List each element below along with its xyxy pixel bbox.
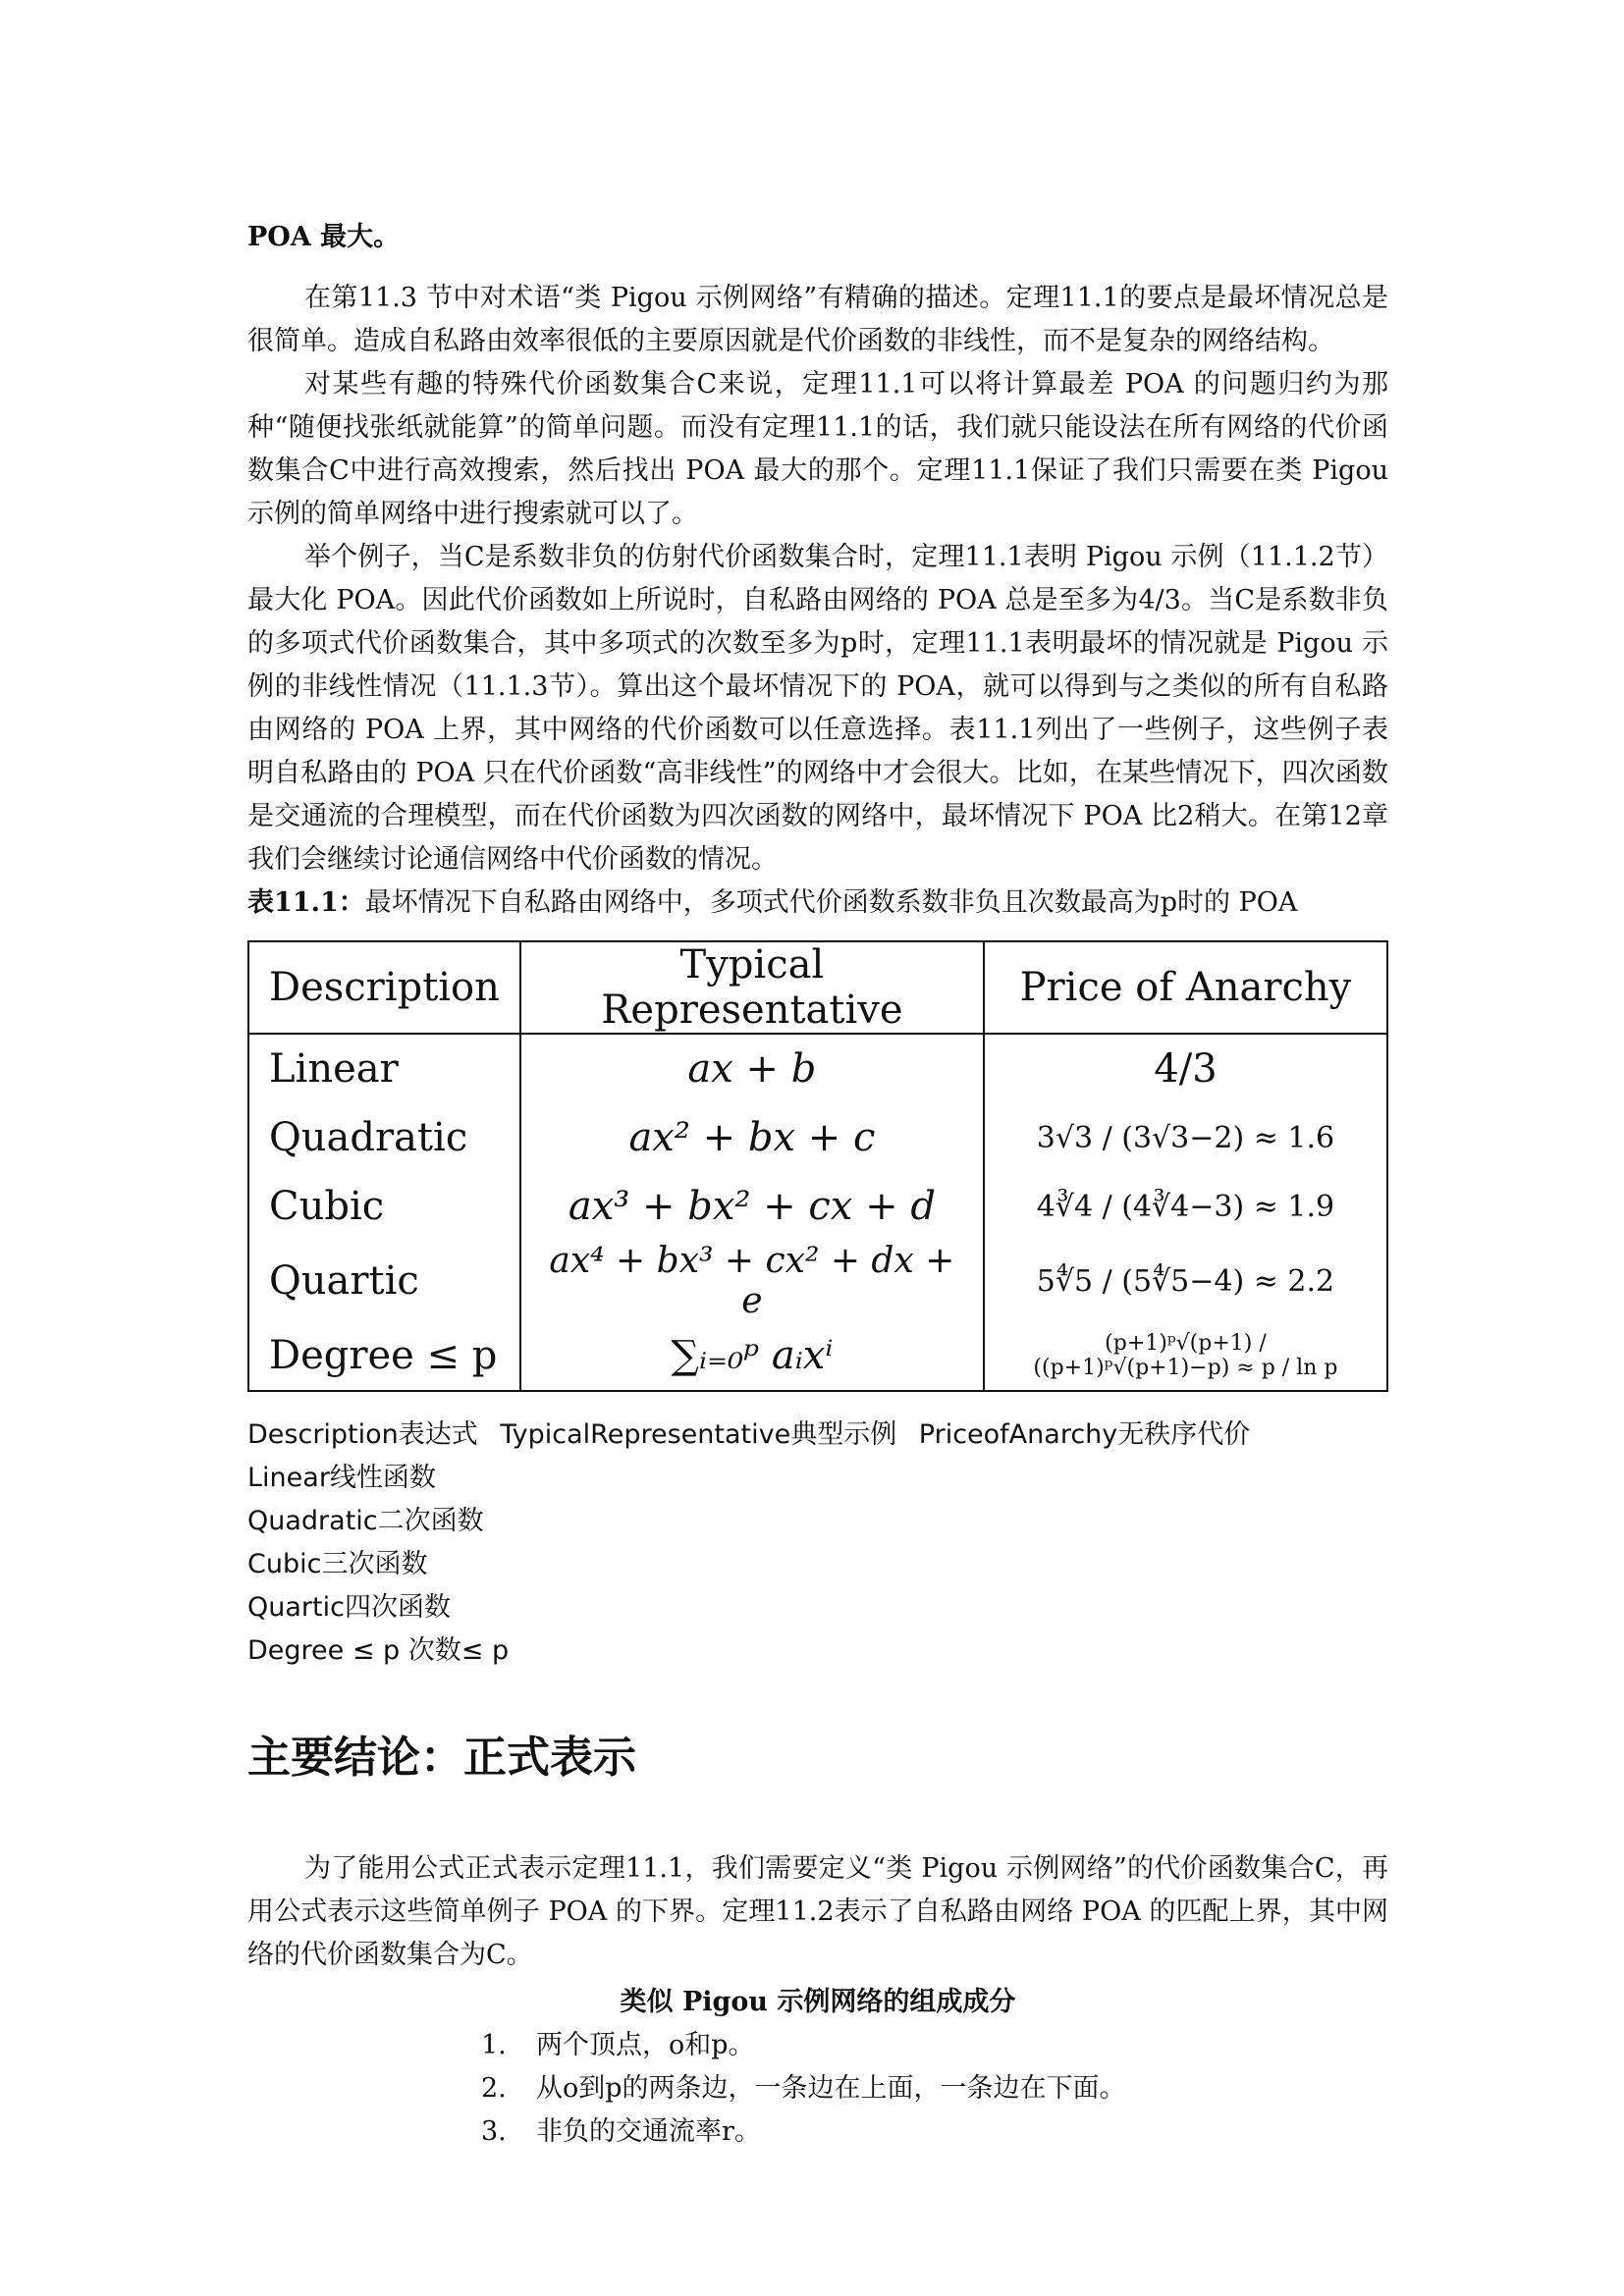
list-number: 2. <box>481 2073 507 2104</box>
translation-item: PriceofAnarchy无秩序代价 <box>918 1419 1251 1450</box>
paragraph-1: 在第11.3 节中对术语“类 Pigou 示例网络”有精确的描述。定理11.1的要点是最坏情况总是很简单。造成自私路由效率很低的主要原因就是代价函数的非线性，而不是复杂的网络结构。 <box>247 283 1388 356</box>
list-text: 从o到p的两条边，一条边在上面，一条边在下面。 <box>536 2073 1126 2104</box>
translation-line: Degree ≤ p 次数≤ p <box>247 1635 510 1666</box>
translation-line <box>247 1414 1388 1457</box>
table-row <box>248 1034 1387 1103</box>
row-poa: 5∜5 / (5∜5−4) ≈ 2.2 <box>984 1241 1387 1321</box>
header-description: Description <box>248 941 520 1034</box>
row-representative: ax + b <box>520 1034 984 1103</box>
list-item <box>247 2024 1388 2067</box>
translation-line: Quartic四次函数 <box>247 1592 451 1623</box>
row-description: Quartic <box>248 1241 520 1321</box>
list-text: 两个顶点，o和p。 <box>536 2030 755 2060</box>
components-list <box>247 2024 1388 2154</box>
row-description: Cubic <box>248 1172 520 1241</box>
section-title: 主要结论：正式表示 <box>247 1733 636 1783</box>
table-row <box>248 1172 1387 1241</box>
row-description: Quadratic <box>248 1103 520 1172</box>
row-representative: ∑ᵢ₌₀ᵖ aᵢxⁱ <box>520 1321 984 1391</box>
translation-line: Quadratic二次函数 <box>247 1506 484 1536</box>
list-number: 1. <box>481 2030 507 2060</box>
table-caption <box>247 881 1388 925</box>
table-row <box>248 1241 1387 1321</box>
table-translations <box>247 1414 1388 1673</box>
row-description: Linear <box>248 1034 520 1103</box>
translation-line: Cubic三次函数 <box>247 1549 428 1579</box>
row-poa: 4∛4 / (4∛4−3) ≈ 1.9 <box>984 1172 1387 1241</box>
translation-line: Linear线性函数 <box>247 1463 436 1493</box>
header-price-of-anarchy: Price of Anarchy <box>984 941 1387 1034</box>
list-item <box>247 2110 1388 2154</box>
list-number: 3. <box>481 2116 507 2147</box>
translation-item: Description表达式 <box>247 1419 478 1450</box>
paragraph-2: 对某些有趣的特殊代价函数集合C来说，定理11.1可以将计算最差 POA 的问题归约为那种“随便找张纸就能算”的简单问题。而没有定理11.1的话，我们就只能设法在所有网络的代价函数集合C中进行高效搜索，然后找出 POA 最大的那个。定理11.1保证了我们只需要在类 Pigou 示例的简单网络中进行搜索就可以了。 <box>247 369 1388 529</box>
table-caption-text: 最坏情况下自私路由网络中，多项式代价函数系数非负且次数最高为p时的 POA <box>364 887 1298 918</box>
poa-table <box>247 940 1388 1392</box>
paragraph-3: 举个例子，当C是系数非负的仿射代价函数集合时，定理11.1表明 Pigou 示例（11.1.2节）最大化 POA。因此代价函数如上所说时，自私路由网络的 POA 总是至多为4/3。当C是系数非负的多项式代价函数集合，其中多项式的次数至多为p时，定理11.1表明最坏的情况就是 Pigou 示例的非线性情况（11.1.3节）。算出这个最坏情况下的 POA，就可以得到与之类似的所有自私路由网络的 POA 上界，其中网络的代价函数可以任意选择。表11.1列出了一些例子，这些例子表明自私路由的 POA 只在代价函数“高非线性”的网络中才会很大。比如，在某些情况下，四次函数是交通流的合理模型，而在代价函数为四次函数的网络中，最坏情况下 POA 比2稍大。在第12章我们会继续讨论通信网络中代价函数的情况。 <box>247 542 1388 875</box>
row-poa: 3√3 / (3√3−2) ≈ 1.6 <box>984 1103 1387 1172</box>
list-item <box>247 2067 1388 2110</box>
list-text: 非负的交通流率r。 <box>536 2116 761 2147</box>
table-row <box>248 1321 1387 1391</box>
table-header-row <box>248 941 1387 1034</box>
paragraph-0: POA 最大。 <box>247 222 401 252</box>
row-description: Degree ≤ p <box>248 1321 520 1391</box>
row-representative: ax² + bx + c <box>520 1103 984 1172</box>
row-poa: 4/3 <box>984 1034 1387 1103</box>
document-page <box>247 216 1388 2154</box>
row-representative: ax³ + bx² + cx + d <box>520 1172 984 1241</box>
table-row <box>248 1103 1387 1172</box>
components-title: 类似 Pigou 示例网络的组成成分 <box>620 1987 1016 2017</box>
header-typical-representative: Typical Representative <box>520 941 984 1034</box>
translation-item: TypicalRepresentative典型示例 <box>500 1419 897 1450</box>
row-poa: (p+1)ᵖ√(p+1) / ((p+1)ᵖ√(p+1)−p) ≈ p / ln p <box>984 1321 1387 1391</box>
table-caption-label: 表11.1： <box>247 887 365 918</box>
row-representative: ax⁴ + bx³ + cx² + dx + e <box>520 1241 984 1321</box>
paragraph-4: 为了能用公式正式表示定理11.1，我们需要定义“类 Pigou 示例网络”的代价函数集合C，再用公式表示这些简单例子 POA 的下界。定理11.2表示了自私路由网络 POA 的匹配上界，其中网络的代价函数集合为C。 <box>247 1853 1388 1970</box>
